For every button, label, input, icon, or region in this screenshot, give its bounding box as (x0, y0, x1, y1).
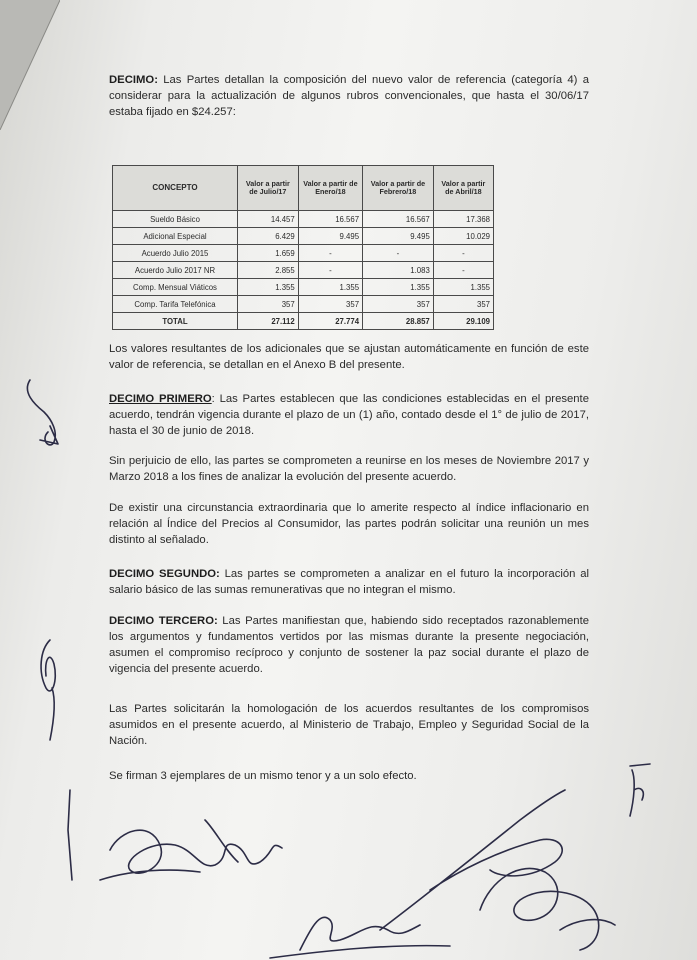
table-cell: - (363, 245, 434, 262)
table-cell: 14.457 (238, 211, 299, 228)
clause-decimo-text: Las Partes detallan la composición del nuevo valor de referencia (categoría 4) a considerar para la actualización de algunos rubros convencionales, que hasta el 30/06/17 estaba fijado en $24.257: (109, 74, 589, 118)
margin-initial-left (41, 640, 55, 740)
clause-decimo-primero-heading: DECIMO PRIMERO (109, 393, 212, 405)
table-header-cell: CONCEPTO (113, 166, 238, 211)
table-cell: 357 (238, 296, 299, 313)
table-cell: 16.567 (298, 211, 362, 228)
table-cell: 28.857 (363, 313, 434, 330)
table-cell: Acuerdo Julio 2015 (113, 245, 238, 262)
table-cell: 17.368 (433, 211, 493, 228)
table-cell: - (433, 245, 493, 262)
table-cell: Adicional Especial (113, 228, 238, 245)
signature-one (100, 820, 282, 880)
table-cell: TOTAL (113, 313, 238, 330)
table-cell: 1.355 (363, 279, 434, 296)
table-cell: 1.355 (238, 279, 299, 296)
table-cell: 1.355 (298, 279, 362, 296)
paragraph-de-existir: De existir una circunstancia extraordinaria que lo amerite respecto al índice inflacionario en relación al Índice del Precios al Consumidor, las partes podrán solicitar una reunión un mes distinto al señalado. (109, 502, 589, 546)
signature-three (380, 790, 565, 930)
clause-decimo-tercero-text: Las Partes manifiestan que, habiendo sido receptados razonablemente los argumentos y fundamentos vertidos por las mismas durante la presente negociación, asumen el compromiso recíproco y conjunto de sostener la paz social durante el plazo de vigencia del presente acuerdo. (109, 615, 589, 675)
table-cell: - (298, 262, 362, 279)
table-cell: 27.112 (238, 313, 299, 330)
table-cell: - (298, 245, 362, 262)
table-header-cell: Valor a partir de Febrero/18 (363, 166, 434, 211)
table-cell: 1.355 (433, 279, 493, 296)
table-cell: Acuerdo Julio 2017 NR (113, 262, 238, 279)
table-cell: 27.774 (298, 313, 362, 330)
table-header-cell: Valor a partir de Abril/18 (433, 166, 493, 211)
paragraph-sin-perjuicio: Sin perjuicio de ello, las partes se comprometen a reunirse en los meses de Noviembre 2017 y Marzo 2018 a los fines de analizar la evolución del presente acuerdo. (109, 455, 589, 483)
signature-four (480, 868, 615, 950)
margin-initial-top (27, 380, 58, 445)
table-cell: 16.567 (363, 211, 434, 228)
table-cell: 10.029 (433, 228, 493, 245)
table-header-cell: Valor a partir de Julio/17 (238, 166, 299, 211)
table-cell: Sueldo Básico (113, 211, 238, 228)
table-cell: 357 (298, 296, 362, 313)
table-cell: 2.855 (238, 262, 299, 279)
clause-decimo-primero-text: : Las Partes establecen que las condiciones establecidas en el presente acuerdo, tendrán vigencia durante el plazo de un (1) año, contado desde el 1° de julio de 2017, hasta el 30 de junio de 2018. (109, 393, 589, 437)
clause-decimo-segundo-text: Las partes se comprometen a analizar en el futuro la incorporación al salario básico de las sumas remunerativas que no integran el mismo. (109, 568, 589, 596)
signature-two (270, 917, 450, 958)
table-header-cell: Valor a partir de Enero/18 (298, 166, 362, 211)
table-cell: 6.429 (238, 228, 299, 245)
table-cell: 357 (433, 296, 493, 313)
margin-mark-left-bottom (68, 790, 72, 880)
table-cell: 1.659 (238, 245, 299, 262)
margin-initial-right (630, 764, 650, 816)
paragraph-homologacion: Las Partes solicitarán la homologación de los acuerdos resultantes de los compromisos asumidos en el presente acuerdo, al Ministerio de Trabajo, Empleo y Seguridad Social de la Nación. (109, 703, 589, 747)
table-cell: 9.495 (298, 228, 362, 245)
paragraph-firma: Se firman 3 ejemplares de un mismo tenor y a un solo efecto. (109, 770, 417, 782)
table-cell: - (433, 262, 493, 279)
clause-decimo-heading: DECIMO: (109, 74, 158, 86)
table-cell: Comp. Mensual Viáticos (113, 279, 238, 296)
clause-decimo-tercero-heading: DECIMO TERCERO: (109, 615, 218, 627)
table-cell: Comp. Tarifa Telefónica (113, 296, 238, 313)
clause-decimo-segundo-heading: DECIMO SEGUNDO: (109, 568, 220, 580)
table-cell: 9.495 (363, 228, 434, 245)
paragraph-adicionales: Los valores resultantes de los adicionales que se ajustan automáticamente en función de este valor de referencia, se detallan en el Anexo B del presente. (109, 343, 589, 371)
table-cell: 357 (363, 296, 434, 313)
table-cell: 29.109 (433, 313, 493, 330)
table-cell: 1.083 (363, 262, 434, 279)
